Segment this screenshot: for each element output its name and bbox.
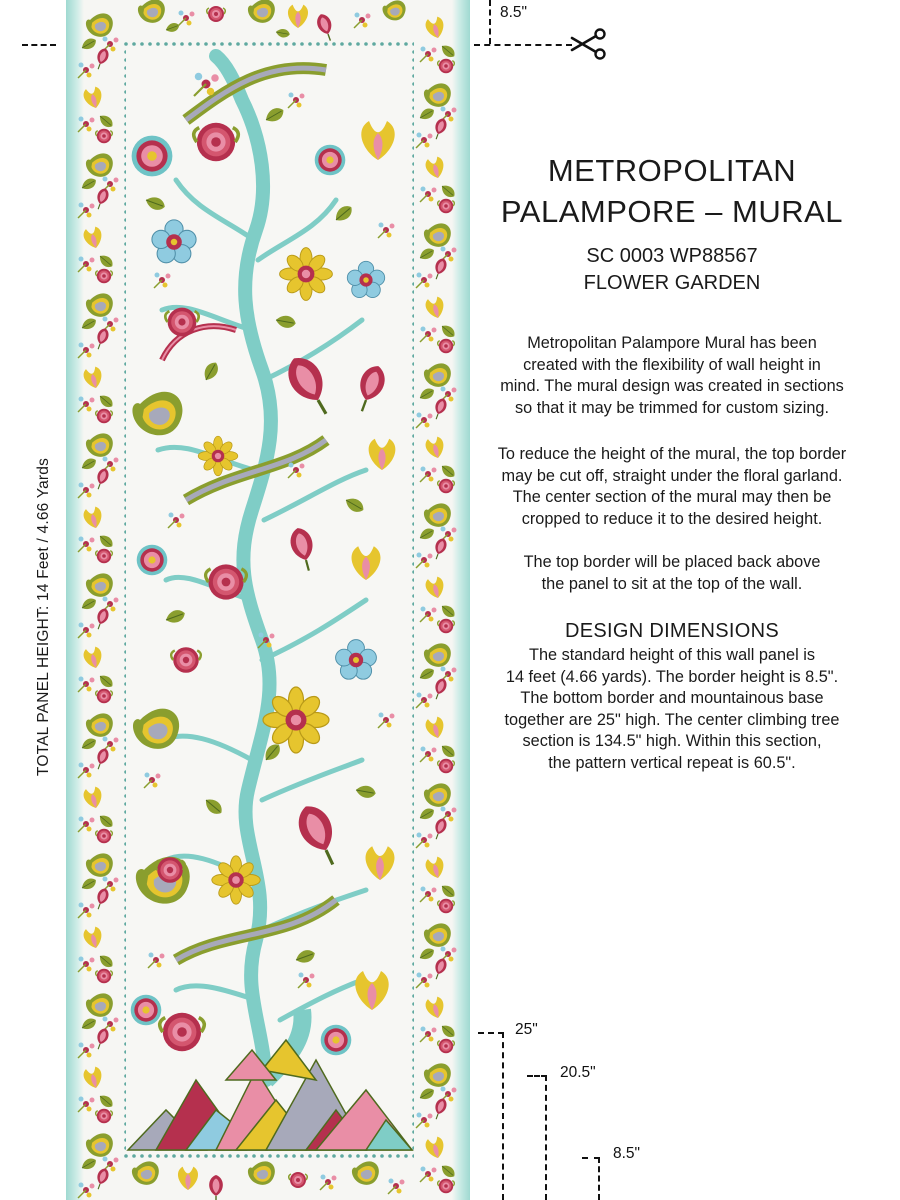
- text-line: section is 134.5" high. Within this section,: [522, 732, 822, 751]
- text-line: 14 feet (4.66 yards). The border height is 8.5".: [505, 667, 839, 686]
- text-line: the pattern vertical repeat is 60.5".: [548, 753, 796, 772]
- text-line: created with the flexibility of wall height in: [523, 355, 821, 374]
- bottom-bracket-8-5-line: [598, 1157, 600, 1200]
- text-line: The standard height of this wall panel is: [529, 646, 815, 664]
- total-panel-height-label: TOTAL PANEL HEIGHT: 14 Feet / 4.66 Yards: [35, 457, 52, 777]
- text-line: cropped to reduce it to the desired height.: [521, 509, 823, 528]
- placement-paragraph: [472, 552, 872, 595]
- intro-paragraph: [472, 333, 872, 419]
- bottom-bracket-20-5: [527, 1075, 547, 1077]
- text-line: To reduce the height of the mural, the top border: [497, 445, 847, 463]
- product-code: [472, 243, 872, 297]
- text-line: The top border will be placed back above: [523, 553, 821, 571]
- text-line: may be cut off, straight under the floral garland.: [501, 466, 843, 485]
- title-line-2: PALAMPORE – MURAL: [500, 194, 844, 229]
- top-border-bracket: [489, 0, 491, 44]
- cut-line-right: [474, 44, 572, 46]
- design-dimensions-heading: DESIGN DIMENSIONS: [564, 620, 780, 642]
- text-line: so that it may be trimmed for custom sizing.: [515, 398, 829, 417]
- mural-panel-image: [66, 0, 470, 1200]
- text-line: the panel to sit at the top of the wall.: [541, 574, 803, 593]
- bottom-bracket-25: [478, 1032, 504, 1034]
- mountain-base-height-label: 20.5": [560, 1064, 596, 1081]
- text-line: mind. The mural design was created in sections: [500, 377, 844, 396]
- bottom-bracket-20-5-line: [545, 1075, 547, 1200]
- colorway-line: FLOWER GARDEN: [583, 272, 761, 294]
- scissors-icon: [570, 28, 608, 60]
- page-title: [472, 150, 872, 232]
- title-line-1: METROPOLITAN: [547, 153, 797, 188]
- trim-instructions-paragraph: [472, 444, 872, 530]
- text-line: Metropolitan Palampore Mural has been: [527, 334, 817, 352]
- cut-line-left: [22, 44, 56, 46]
- bottom-border-height-label: 8.5": [613, 1145, 641, 1162]
- top-border-height-label: 8.5": [500, 4, 528, 21]
- design-dimensions-paragraph: [472, 645, 872, 775]
- text-line: The center section of the mural may then be: [512, 488, 832, 507]
- text-line: together are 25" high. The center climbing tree: [504, 710, 840, 729]
- bottom-bracket-25-line: [502, 1032, 504, 1200]
- bottom-base-height-label: 25": [515, 1021, 538, 1038]
- sku-line: SC 0003 WP88567: [586, 245, 758, 267]
- text-line: The bottom border and mountainous base: [520, 689, 824, 708]
